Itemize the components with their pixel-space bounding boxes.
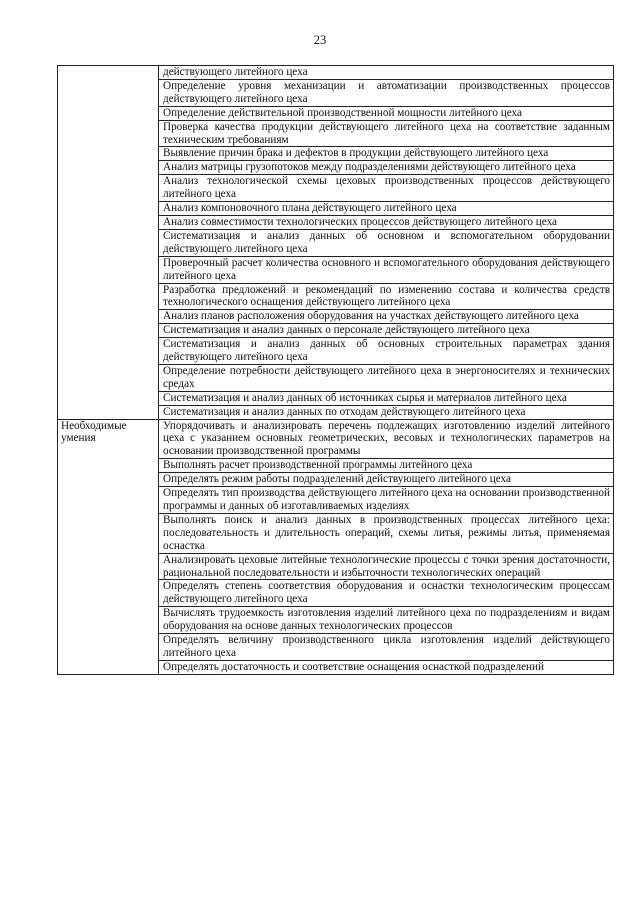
table-row xyxy=(58,419,614,459)
item-cell: Анализировать цеховые литейные технологические процессы с точки зрения достаточности, рациональной последовательности и избыточности технологических операций xyxy=(159,553,614,580)
item-cell: Анализ компоновочного плана действующего литейного цеха xyxy=(159,202,614,216)
item-cell: Определять величину производственного цикла изготовления изделий действующего литейного цеха xyxy=(159,634,614,661)
item-cell: Определение уровня механизации и автоматизации производственных процессов действующего литейного цеха xyxy=(159,79,614,106)
item-cell: Определять степень соответствия оборудования и оснастки технологическим процессам действующего литейного цеха xyxy=(159,580,614,607)
category-cell: Необходимые умения xyxy=(58,419,159,674)
item-cell: Анализ совместимости технологических процессов действующего литейного цеха xyxy=(159,215,614,229)
item-cell: Систематизация и анализ данных об источниках сырья и материалов литейного цеха xyxy=(159,391,614,405)
item-cell: Упорядочивать и анализировать перечень подлежащих изготовлению изделий литейного цеха с указанием основных геометрических, весовых и технологических параметров на основании производственной программы xyxy=(159,419,614,459)
item-cell: Систематизация и анализ данных об основных строительных параметрах здания действующего литейного цеха xyxy=(159,338,614,365)
item-cell: Определять достаточность и соответствие оснащения оснасткой подразделений xyxy=(159,660,614,674)
item-cell: Определение действительной производственной мощности литейного цеха xyxy=(159,106,614,120)
item-cell: Систематизация и анализ данных по отходам действующего литейного цеха xyxy=(159,405,614,419)
item-cell: действующего литейного цеха xyxy=(159,66,614,80)
table-row xyxy=(58,66,614,80)
requirements-table xyxy=(57,65,614,675)
item-cell: Определять режим работы подразделений действующего литейного цеха xyxy=(159,473,614,487)
item-cell: Определение потребности действующего литейного цеха в энергоносителях и технических средах xyxy=(159,364,614,391)
item-cell: Определять тип производства действующего литейного цеха на основании производственной программы и данных об изготавливаемых изделиях xyxy=(159,487,614,514)
item-cell: Проверка качества продукции действующего литейного цеха на соответствие заданным техническим требованиям xyxy=(159,120,614,147)
item-cell: Разработка предложений и рекомендаций по изменению состава и количества средств технологического оснащения действующего литейного цеха xyxy=(159,283,614,310)
page-number: 23 xyxy=(313,33,327,47)
item-cell: Выявление причин брака и дефектов в продукции действующего литейного цеха xyxy=(159,147,614,161)
item-cell: Вычислять трудоемкость изготовления изделий литейного цеха по подразделениям и видам оборудования на основе данных технологических процессов xyxy=(159,607,614,634)
item-cell: Систематизация и анализ данных о персонале действующего литейного цеха xyxy=(159,324,614,338)
item-cell: Выполнять поиск и анализ данных в производственных процессах литейного цеха: последовательность и длительность операций, схемы литья, режимы литья, применяемая оснастка xyxy=(159,513,614,553)
item-cell: Анализ матрицы грузопотоков между подразделениями действующего литейного цеха xyxy=(159,161,614,175)
item-cell: Выполнять расчет производственной программы литейного цеха xyxy=(159,459,614,473)
item-cell: Анализ технологической схемы цеховых производственных процессов действующего литейного цеха xyxy=(159,175,614,202)
item-cell: Проверочный расчет количества основного и вспомогательного оборудования действующего литейного цеха xyxy=(159,256,614,283)
item-cell: Анализ планов расположения оборудования на участках действующего литейного цеха xyxy=(159,310,614,324)
item-cell: Систематизация и анализ данных об основном и вспомогательном оборудовании действующего литейного цеха xyxy=(159,229,614,256)
category-cell xyxy=(58,66,159,420)
